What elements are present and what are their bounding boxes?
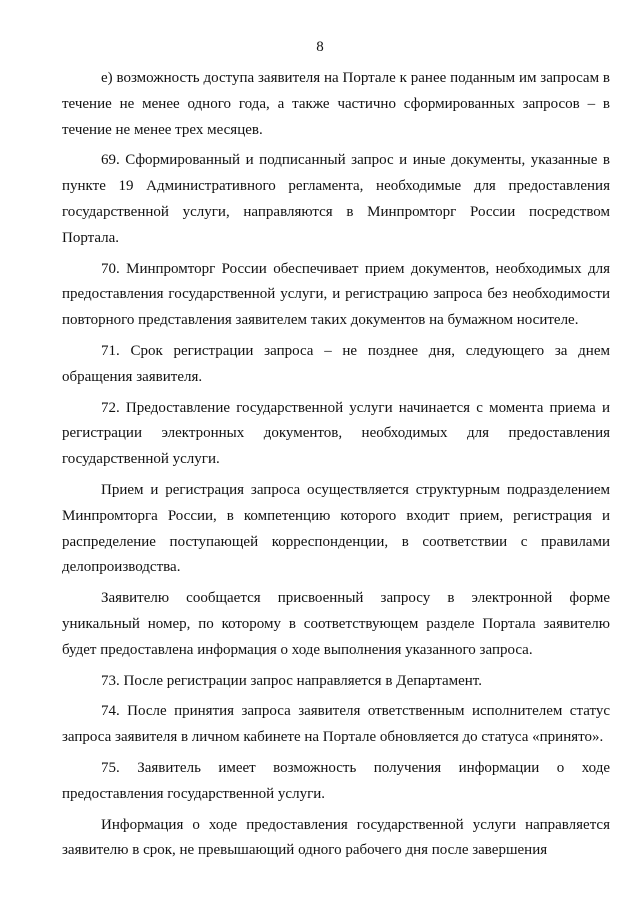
paragraph-75: 75. Заявитель имеет возможность получения информации о ходе предоставления государственной услуги. [62,759,610,802]
paragraph-70: 70. Минпромторг России обеспечивает прием документов, необходимых для предоставления государственной услуги, и регистрацию запроса без необходимости повторного представления заявителем таких документов на бумажном носителе. [62,260,610,329]
paragraph-71: 71. Срок регистрации запроса – не позднее дня, следующего за днем обращения заявителя. [62,342,610,385]
paragraph-unique-number: Заявителю сообщается присвоенный запросу в электронной форме уникальный номер, по которому в соответствующем разделе Портала заявителю будет предоставлена информация о ходе выполнения указанного запроса. [62,590,610,658]
paragraph-progress-info: Информация о ходе предоставления государственной услуги направляется заявителю в срок, не превышающий одного рабочего дня после завершения [62,816,610,859]
paragraph-registration-unit: Прием и регистрация запроса осуществляется структурным подразделением Минпромторга России, в компетенцию которого входит прием, регистрация и распределение поступающей корреспонденции, в соответствии с правилами делопроизводства. [62,481,610,576]
page-number: 8 [316,39,324,55]
paragraph-73: 73. После регистрации запрос направляется в Департамент. [101,672,482,689]
paragraph-74: 74. После принятия запроса заявителя ответственным исполнителем статус запроса заявителя в личном кабинете на Портале обновляется до статуса «принято». [62,703,610,746]
document-body [62,66,610,864]
paragraph-e-portal-access: е) возможность доступа заявителя на Портале к ранее поданным им запросам в течение не менее одного года, а также частично сформированных запросов – в течение не менее трех месяцев. [62,70,610,138]
paragraph-69: 69. Сформированный и подписанный запрос и иные документы, указанные в пункте 19 Административного регламента, необходимые для предоставления государственной услуги, направляются в Минпромторг России посредством Портала. [62,152,610,246]
paragraph-72: 72. Предоставление государственной услуги начинается с момента приема и регистрации электронных документов, необходимых для предоставления государственной услуги. [62,399,610,468]
